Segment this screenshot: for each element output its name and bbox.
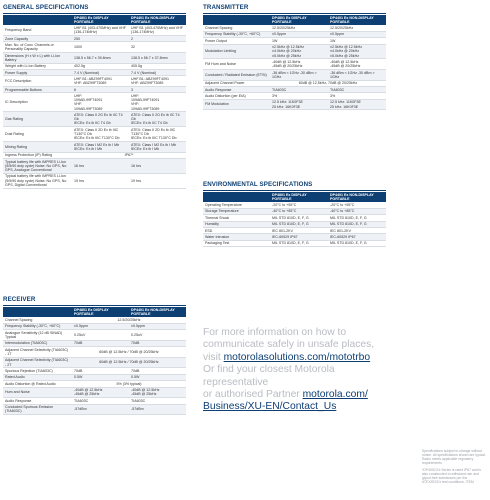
spec-label-cell: Adjacent Channel Selectivity (TIA603C) - 1T [3,347,72,358]
spec-value-cell: IEC 801-2KV [270,227,328,233]
receiver-table [3,307,186,415]
spec-value-cell: 70dB [72,368,129,374]
spec-label-cell: Frequency Stability (-30°C, +60°C) [3,323,72,329]
spec-label-cell: Weight with Li-Ion Battery [3,63,72,69]
spec-value-cell: UHF: 109AB-99FT4091 VHF: 109AB-99FT3089 [129,93,186,112]
spec-value-cell: MIL STD 810D, E, F, G [328,221,386,227]
spec-value-cell: -20°C to +55°C [328,202,386,208]
header-model-cell: DP4401 Ex NON-DISPLAY PORTABLE [328,15,386,25]
spec-value-cell: 1W [270,38,328,44]
spec-label-cell: Operating Temperature [203,202,270,208]
environmental-specs-title: ENVIRONMENTAL SPECIFICATIONS [203,181,313,188]
spec-value-cell: MIL STD 810D, E, F, G [270,215,328,221]
spec-value-cell: 12.5 kHz: 11K0F3E 25 kHz: 16K0F3E [270,99,328,110]
spec-label-cell: FM Modulation [203,99,270,110]
spec-label-cell: Analogue Sensitivity (12 dB SINAD) Typical [3,330,72,341]
spec-label-cell: Programmable Buttons [3,86,72,92]
table-row [3,141,186,152]
spec-label-cell: Humidity [203,221,270,227]
spec-label-cell: Audio Distortion (per EIA) [203,93,270,99]
spec-value-cell: ATEX: Class I M2 Ex ib I Mb IECEx: Ex ib I Mb [129,141,186,152]
spec-value-cell: MIL STD 810D, E, F, G [328,240,386,246]
spec-label-cell: Max. No. of Conv. Channels or Personality Capacity [3,42,72,53]
spec-value-cell: MIL STD 810D, E, F, G [328,215,386,221]
spec-label-cell: Water Intrusion [203,234,270,240]
spec-value-cell: UHF B1 (403-470MHz) and VHF (136-174MHz) [72,25,129,35]
spec-label-cell: Packaging Test [203,240,270,246]
spec-value-cell: 19 hrs [72,173,129,188]
header-label-cell [3,307,72,317]
info-line-2: communicate safely in unsafe places, [203,339,375,351]
spec-value-cell: -20°C to +55°C [270,202,328,208]
spec-value-cell: 12.5 kHz: 11K0F3E 25 kHz: 16K0F3E [328,99,386,110]
spec-value-cell: 138.5 x 56.7 x 37.8mm [129,52,186,63]
table-row [203,44,386,59]
transmitter-title: TRANSMITTER [203,4,249,11]
spec-value-cell: 0.5W [72,374,129,380]
spec-value-cell: -40°C to +85°C [328,208,386,214]
header-label-cell [3,15,72,25]
spec-label-cell: FCC Description [3,76,72,87]
transmitter-table [203,15,386,110]
spec-label-cell: Audio Response [3,398,72,404]
spec-value-cell: 138.5 x 56.7 x 39.8mm [72,52,129,63]
info-line-6 [203,401,378,413]
spec-value-cell: ATEX: Class II 2G Ex ib IIC T4 Gb IECEx: Ex ib IIC T4 Gb [72,112,129,127]
spec-label-cell: Audio Distortion @ Rated Audio [3,381,72,387]
spec-label-cell: IC Description [3,93,72,112]
general-specs-title: GENERAL SPECIFICATIONS [3,4,89,11]
spec-value-cell: 60dB @ 12.5kHz / 70dB @ 20/25kHz [72,357,186,368]
fine-print-ip-note: *DP4000 Ex Series is rated IP67 and is also constructed to withstand rain and glycol-free substances per the ATEX/IECEx test conditions. ITEM [422,468,481,484]
table-row [203,240,386,246]
spec-label-cell: Mining Rating [3,141,72,152]
info-line-1: For more information on how to [203,327,347,338]
spec-value-cell: MIL STD 810D, E, F, G [270,221,328,227]
table-header-row [203,192,386,202]
spec-value-cell: 70dB [129,368,186,374]
spec-label-cell: Typical battery life with IMPRES Li-Ion (5/5/90 duty cycle) Noise: No GPS, No GPS, Digital Conventional [3,173,72,188]
spec-value-cell: TIA603C [129,398,186,404]
spec-value-cell: ATEX: Class II 2D Ex ib IIIC T130°C Db IECEx: Ex ib IIIC T130°C Db [72,127,129,142]
table-row [3,93,186,112]
spec-label-cell: Dust Rating [3,127,72,142]
spec-label-cell: Hum and Noise [3,387,72,398]
spec-value-cell: ±2.5kHz @ 12.5kHz ±4.0kHz @ 20kHz ±5.0kHz @ 25kHz [328,44,386,59]
spec-label-cell: Zone Capacity [3,36,72,42]
receiver-rule [3,305,186,306]
spec-value-cell: 32 [129,42,186,53]
transmitter-rule [203,13,386,14]
spec-value-cell: 405.5g [129,63,186,69]
spec-value-cell: 3% [270,93,328,99]
spec-value-cell: 6 [72,86,129,92]
spec-value-cell: 1000 [72,42,129,53]
spec-value-cell: UHF B1: ABZ99FT4091 VHF: ABZ99FT3089 [72,76,129,87]
info-line-5 [203,389,378,401]
spec-value-cell: 16 hrs [72,158,129,173]
fine-print [422,449,486,487]
table-row [3,76,186,87]
spec-value-cell: ±0.5ppm [328,31,386,37]
spec-label-cell: Audio Response [203,86,270,92]
spec-value-cell: -36 dBm < 1GHz -30 dBm > 1GHz [328,69,386,80]
table-row [203,59,386,70]
table-row [3,127,186,142]
spec-value-cell: 7.4 V (Nominal) [72,69,129,75]
spec-label-cell: Channel Spacing [203,25,270,31]
spec-label-cell: Power Supply [3,69,72,75]
spec-value-cell: 70dB [129,340,186,346]
spec-label-cell: Ingress Protection (IP) Rating [3,152,72,158]
header-label-cell [203,15,270,25]
spec-value-cell: -40°C to +85°C [270,208,328,214]
spec-value-cell: UHF: 109AB-99FT4091 VHF: 109AB-99FT3089 [72,93,129,112]
spec-value-cell: -36 dBm < 1GHz -30 dBm > 1GHz [270,69,328,80]
header-model-cell: DP4801 Ex DISPLAY PORTABLE [72,15,129,25]
more-info-block [203,327,378,414]
spec-label-cell: Gas Rating [3,112,72,127]
spec-label-cell: Rated Audio [3,374,72,380]
table-row [3,25,186,35]
spec-label-cell: Intermodulation (TIA603C) [3,340,72,346]
spec-value-cell: 0.25uV [129,330,186,341]
receiver-title: RECEIVER [3,296,36,303]
table-row [203,99,386,110]
spec-value-cell: 60dB @ 12.5kHz / 70dB @ 20/25kHz [72,347,186,358]
info-line-3 [203,352,378,364]
table-header-row [3,307,186,317]
table-row [3,112,186,127]
spec-label-cell: Conducted Spurious Emission (TIA603C) [3,404,72,415]
spec-value-cell: -57dBm [129,404,186,415]
spec-value-cell: ±0.5ppm [129,323,186,329]
spec-label-cell: Spurious Rejection (TIA603C) [3,368,72,374]
table-row [3,357,186,368]
spec-label-cell: Channel Spacing [3,317,72,323]
table-row [3,52,186,63]
spec-value-cell: 12.5/20/25kHz [72,317,186,323]
table-row [3,173,186,188]
spec-value-cell: 0.5W [129,374,186,380]
table-row [3,347,186,358]
spec-label-cell: Frequency Band [3,25,72,35]
spec-label-cell: ESD [203,227,270,233]
spec-value-cell: -40dB @ 12.5kHz -45dB @ 25kHz [72,387,129,398]
spec-value-cell: 7.4 V (Nominal) [129,69,186,75]
header-model-cell: DP4401 Ex NON-DISPLAY PORTABLE [328,192,386,202]
spec-label-cell: Adjacent Channel Power [203,80,270,86]
spec-label-cell: Conducted / Radiated Emission (ETSI) [203,69,270,80]
header-model-cell: DP4401 Ex NON-DISPLAY PORTABLE [129,15,186,25]
spec-value-cell: -40dB @ 12.5kHz -45dB @ 20/25kHz [328,59,386,70]
spec-label-cell: Frequency Stability (-30°C, +60°C) [203,31,270,37]
spec-value-cell: 0.25uV [72,330,129,341]
spec-value-cell: 5% (3% typical) [72,381,186,387]
spec-value-cell: IEC-60529 IP67 [328,234,386,240]
header-model-cell: DP4801 Ex DISPLAY PORTABLE [270,192,328,202]
spec-value-cell: TIA603C [270,86,328,92]
table-header-row [3,15,186,25]
table-row [3,42,186,53]
spec-label-cell: Modulation Limiting [203,44,270,59]
header-model-cell: DP4801 Ex DISPLAY PORTABLE [72,307,129,317]
environmental-specs-table [203,192,386,247]
info-visit-text: visit [203,351,224,363]
spec-value-cell: UHF B1: ABZ99FT4091 VHF: ABZ99FT3089 [129,76,186,87]
spec-value-cell: MIL STD 810D, E, F, G [270,240,328,246]
spec-value-cell: 3 [129,86,186,92]
spec-label-cell: Adjacent Channel Selectivity (TIA603C) - 2T [3,357,72,368]
spec-label-cell: Typical battery life with IMPRES Li-Ion (5/5/90 duty cycle) Noise: No GPS, No GPS, Analogue Conventional [3,158,72,173]
mototrbo-link[interactable]: motorolasolutions.com/mototrbo [223,351,371,363]
header-label-cell [203,192,270,202]
spec-label-cell: FM Hum and Noise [203,59,270,70]
spec-value-cell: 16 hrs [129,158,186,173]
spec-value-cell: 12.5/20/25kHz [328,25,386,31]
spec-label-cell: Thermal Shock [203,215,270,221]
spec-value-cell: 12.5/20/25kHz [270,25,328,31]
spec-value-cell: 19 hrs [129,173,186,188]
table-row [3,387,186,398]
spec-value-cell: 1W [328,38,386,44]
spec-value-cell: ATEX: Class II 2G Ex ib IIC T4 Gb IECEx: Ex ib IIC T4 Gb [129,112,186,127]
table-row [3,330,186,341]
spec-value-cell: -40dB @ 12.5kHz -45dB @ 20/25kHz [270,59,328,70]
spec-value-cell: 250 [72,36,129,42]
spec-label-cell: Power Output [203,38,270,44]
info-partner-text: or authorised Partner [203,389,303,401]
spec-value-cell: IEC-60529 IP67 [270,234,328,240]
spec-value-cell: 70dB [72,340,129,346]
general-specs-table [3,15,186,189]
spec-value-cell: TIA603C [72,398,129,404]
info-line-4: Or find your closest Motorola representative [203,364,335,388]
spec-value-cell: ATEX: Class I M2 Ex ib I Mb IECEx: Ex ib I Mb [72,141,129,152]
header-model-cell: DP4401 Ex NON-DISPLAY PORTABLE [129,307,186,317]
spec-value-cell: UHF B1 (403-470MHz) and VHF (136-174MHz) [129,25,186,35]
spec-value-cell: ±0.5ppm [72,323,129,329]
contact-link-part-1[interactable]: motorola.com/ [302,389,368,401]
spec-value-cell: -57dBm [72,404,129,415]
spec-value-cell: 402.5g [72,63,129,69]
spec-value-cell: TIA603C [328,86,386,92]
general-specs-rule [3,13,186,14]
fine-print-specs-note: Specifications subject to change without notice. All specifications shown are typical. Radio meets applicable regulatory requirements. [422,449,486,465]
spec-value-cell: IEC 801-2KV [328,227,386,233]
contact-link-part-2[interactable]: Business/XU-EN/Contact_Us [203,401,337,413]
spec-value-cell: 3% [328,93,386,99]
spec-value-cell: 2 [129,36,186,42]
environmental-specs-rule [203,190,386,191]
spec-value-cell: ATEX: Class II 2D Ex ib IIIC T130°C Db IECEx: Ex ib IIIC T130°C Db [129,127,186,142]
table-row [3,158,186,173]
table-row [3,404,186,415]
spec-value-cell: -40dB @ 12.5kHz -45dB @ 25kHz [129,387,186,398]
spec-value-cell: 60dB @ 12.5kHz, 70dB @ 20/25kHz [270,80,386,86]
table-header-row [203,15,386,25]
spec-value-cell: IP67* [72,152,186,158]
spec-value-cell: ±0.5ppm [270,31,328,37]
spec-label-cell: Storage Temperature [203,208,270,214]
table-row [203,69,386,80]
header-model-cell: DP4801 Ex DISPLAY PORTABLE [270,15,328,25]
spec-value-cell: ±2.5kHz @ 12.5kHz ±4.0kHz @ 20kHz ±5.0kHz @ 25kHz [270,44,328,59]
spec-label-cell: Dimensions (H x W x L) with Li-Ion Battery [3,52,72,63]
